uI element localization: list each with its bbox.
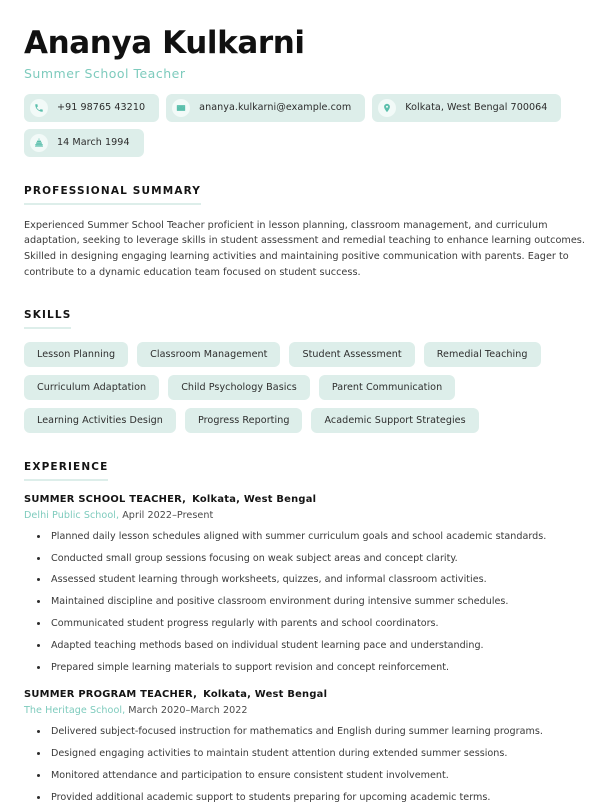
section-heading-summary: PROFESSIONAL SUMMARY [24, 185, 201, 205]
envelope-icon [172, 99, 190, 117]
experience-dates: March 2020–March 2022 [125, 704, 248, 716]
candidate-job-title: Summer School Teacher [24, 65, 186, 81]
location-pin-icon [378, 99, 396, 117]
experience-company: Delhi Public School, [24, 509, 120, 521]
section-experience [24, 455, 588, 805]
experience-bullet: Planned daily lesson schedules aligned with summer curriculum goals and school academic standards. [24, 530, 588, 544]
experience-company: The Heritage School, [24, 704, 126, 716]
section-skills [24, 303, 588, 433]
experience-title-row [24, 689, 588, 700]
experience-job-title: SUMMER SCHOOL TEACHER, [24, 493, 187, 505]
experience-bullet: Delivered subject-focused instruction for mathematics and English during summer learning programs. [24, 725, 588, 739]
experience-bullet: Adapted teaching methods based on individual student learning pace and understanding. [24, 639, 588, 653]
skill-pill[interactable]: Child Psychology Basics [168, 375, 310, 400]
experience-location: Kolkata, West Bengal [203, 688, 328, 700]
skill-pill[interactable]: Progress Reporting [185, 408, 303, 433]
resume-header [24, 26, 588, 157]
contact-info-row [24, 94, 588, 157]
experience-meta-row [24, 705, 588, 716]
birthday-cake-icon [30, 134, 48, 152]
skill-pill[interactable]: Curriculum Adaptation [24, 375, 159, 400]
contact-text: Kolkata, West Bengal 700064 [405, 102, 548, 114]
experience-bullet-list [24, 725, 588, 805]
skill-pill[interactable]: Lesson Planning [24, 342, 128, 367]
experience-job-title: SUMMER PROGRAM TEACHER, [24, 688, 198, 700]
contact-pill[interactable] [166, 94, 365, 122]
contact-pill[interactable] [24, 129, 144, 157]
contact-pill[interactable] [372, 94, 561, 122]
section-heading-experience: EXPERIENCE [24, 461, 108, 481]
experience-title-row [24, 494, 588, 505]
skills-list [24, 342, 584, 433]
experience-bullet: Conducted small group sessions focusing on weak subject areas and concept clarity. [24, 552, 588, 566]
section-professional-summary [24, 179, 588, 281]
candidate-name: Ananya Kulkarni [24, 25, 305, 61]
experience-location: Kolkata, West Bengal [192, 493, 317, 505]
experience-bullet-list [24, 530, 588, 675]
experience-bullet: Provided additional academic support to students preparing for upcoming academic terms. [24, 791, 588, 805]
section-heading-skills: SKILLS [24, 309, 71, 329]
experience-bullet: Communicated student progress regularly with parents and school coordinators. [24, 617, 588, 631]
summary-paragraph: Experienced Summer School Teacher proficient in lesson planning, classroom management, and curriculum adaptation, seeking to leverage skills in student assessment and remedial teaching to enhance learning outcomes. Skilled in designing engaging learning activities and maintaining positive communication with parents. Eager to contribute to a dynamic education team focused on student success. [24, 219, 585, 278]
experience-bullet: Designed engaging activities to maintain student attention during extended summer sessions. [24, 747, 588, 761]
experience-entry [24, 494, 588, 675]
contact-pill[interactable] [24, 94, 159, 122]
skill-pill[interactable]: Classroom Management [137, 342, 280, 367]
skill-pill[interactable]: Parent Communication [319, 375, 455, 400]
skill-pill[interactable]: Student Assessment [289, 342, 414, 367]
experience-entry [24, 689, 588, 805]
experience-bullet: Assessed student learning through worksheets, quizzes, and informal classroom activities. [24, 573, 588, 587]
skill-pill[interactable]: Remedial Teaching [424, 342, 541, 367]
phone-icon [30, 99, 48, 117]
experience-bullet: Monitored attendance and participation to ensure consistent student involvement. [24, 769, 588, 783]
experience-list [24, 494, 588, 805]
skill-pill[interactable]: Learning Activities Design [24, 408, 176, 433]
contact-text: +91 98765 43210 [57, 102, 146, 114]
experience-meta-row [24, 510, 588, 521]
experience-bullet: Maintained discipline and positive classroom environment during intensive summer schedules. [24, 595, 588, 609]
experience-bullet: Prepared simple learning materials to support revision and concept reinforcement. [24, 661, 588, 675]
contact-text: ananya.kulkarni@example.com [199, 102, 352, 114]
experience-dates: April 2022–Present [119, 509, 214, 521]
contact-text: 14 March 1994 [57, 137, 130, 149]
skill-pill[interactable]: Academic Support Strategies [311, 408, 478, 433]
